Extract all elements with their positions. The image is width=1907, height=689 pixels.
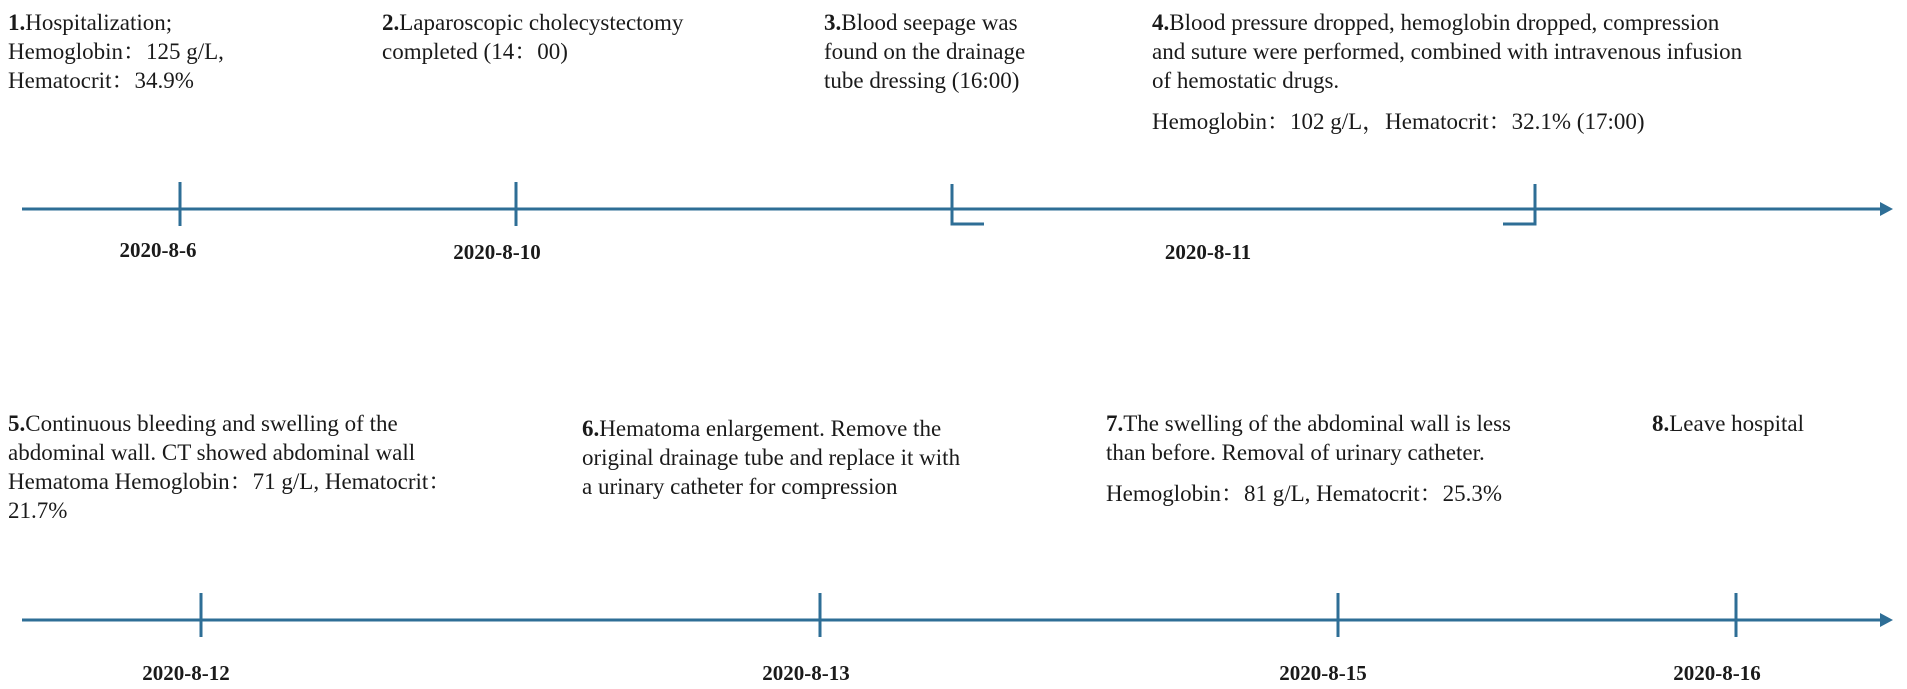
event-text-line: [8, 409, 451, 438]
event-text-line: [8, 66, 224, 95]
event-text-line: [8, 496, 451, 525]
event-number: 8.: [1652, 411, 1670, 436]
event-text-line: [8, 438, 451, 467]
event-text: Hospitalization;: [25, 10, 173, 35]
event-text: than before. Removal of urinary catheter.: [1106, 440, 1485, 465]
event-text-line: [8, 8, 224, 37]
date-label: 2020-8-16: [1673, 661, 1761, 685]
event-text: Hematoma Hemoglobin：71 g/L, Hematocrit：: [8, 469, 452, 494]
event-number: 2.: [382, 10, 400, 35]
bracket-2020-8-11-end: [1503, 184, 1535, 224]
event-text: Blood seepage was: [841, 10, 1018, 35]
event-3: [824, 8, 1025, 95]
timeline-axis-top: [22, 182, 1893, 226]
event-text: Hematoma enlargement. Remove the: [599, 416, 942, 441]
event-4: [1152, 8, 1742, 136]
date-label: 2020-8-13: [762, 661, 850, 685]
bracket-2020-8-11-start: [952, 184, 984, 224]
date-label: 2020-8-12: [142, 661, 230, 685]
event-text-line: [1106, 409, 1511, 438]
event-text: completed (14：00): [382, 39, 568, 64]
event-text: Blood pressure dropped, hemoglobin dropped, compression: [1169, 10, 1720, 35]
date-label: 2020-8-15: [1279, 661, 1367, 685]
event-text-line: [824, 37, 1025, 66]
event-text: found on the drainage: [824, 39, 1026, 64]
event-number: 7.: [1106, 411, 1124, 436]
date-label: 2020-8-10: [453, 240, 541, 264]
event-text: a urinary catheter for compression: [582, 474, 898, 499]
event-8: [1652, 409, 1804, 438]
event-number: 6.: [582, 416, 600, 441]
timeline-axis-bottom: [22, 593, 1893, 637]
event-text: tube dressing (16:00): [824, 68, 1020, 93]
event-text-line: [824, 8, 1025, 37]
event-text-line: [8, 37, 224, 66]
event-7: [1106, 409, 1511, 508]
event-number: 3.: [824, 10, 842, 35]
event-text-line: [382, 37, 683, 66]
event-text-line: [1152, 8, 1742, 37]
event-lab-values: Hemoglobin：81 g/L, Hematocrit：25.3%: [1106, 481, 1503, 506]
event-2: [382, 8, 683, 66]
date-label: 2020-8-11: [1164, 240, 1252, 264]
event-text: Hematocrit：34.9%: [8, 68, 194, 93]
event-text-line: [582, 414, 960, 443]
event-number: 5.: [8, 411, 26, 436]
event-text-line: [582, 472, 960, 501]
event-text: Laparoscopic cholecystectomy: [399, 10, 684, 35]
event-text-line: [8, 467, 451, 496]
event-6: [582, 414, 960, 501]
event-5: [8, 409, 451, 525]
event-text-line: [1152, 66, 1742, 95]
event-text-line: [1652, 409, 1804, 438]
event-text: 21.7%: [8, 498, 68, 523]
event-text: and suture were performed, combined with intravenous infusion: [1152, 39, 1743, 64]
event-1: [8, 8, 224, 95]
event-text: abdominal wall. CT showed abdominal wall: [8, 440, 416, 465]
event-text-line: [382, 8, 683, 37]
event-text: of hemostatic drugs.: [1152, 68, 1340, 93]
event-number: 4.: [1152, 10, 1170, 35]
event-text: Leave hospital: [1669, 411, 1805, 436]
event-number: 1.: [8, 10, 26, 35]
event-text-line: [1152, 37, 1742, 66]
event-lab-values: Hemoglobin：102 g/L，Hematocrit：32.1% (17:00): [1152, 109, 1645, 134]
event-text-line: [1106, 438, 1511, 467]
event-text: original drainage tube and replace it with: [582, 445, 961, 470]
date-label: 2020-8-6: [119, 238, 197, 262]
event-text: Continuous bleeding and swelling of the: [25, 411, 398, 436]
event-text-line: [824, 66, 1025, 95]
event-text-line: [582, 443, 960, 472]
event-text: The swelling of the abdominal wall is less: [1123, 411, 1511, 436]
event-text: Hemoglobin：125 g/L,: [8, 39, 224, 64]
